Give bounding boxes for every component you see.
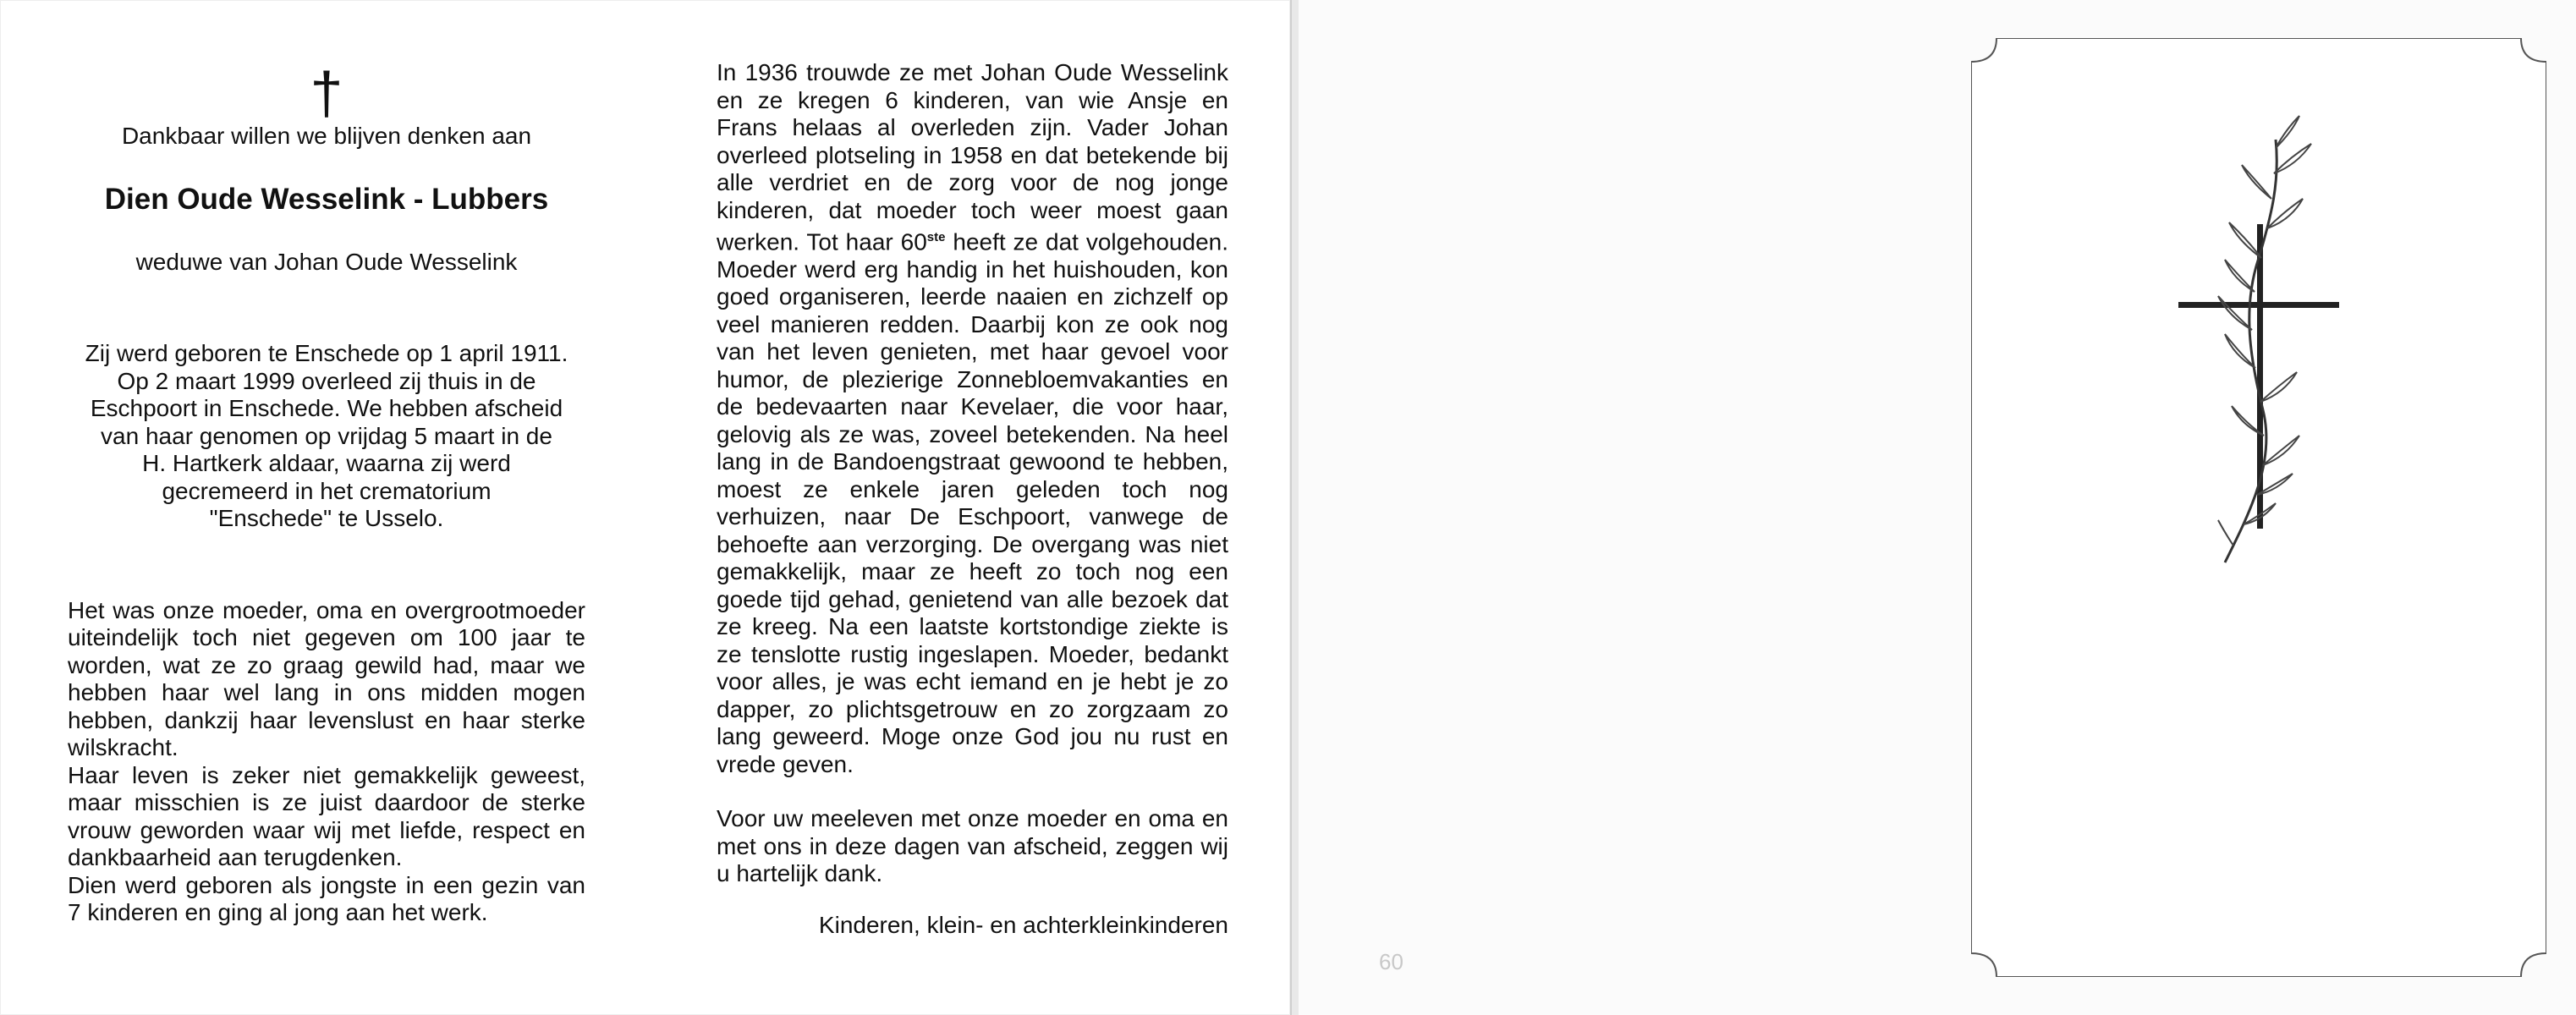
story-paragraph: Dien werd geboren als jongste in een gezin van 7 kinderen en ging al jong aan het werk.: [68, 871, 585, 925]
birth-death-line: H. Hartkerk aldaar, waarna zij werd: [142, 450, 511, 476]
story-paragraph: Het was onze moeder, oma en overgrootmoeder uiteindelijk toch niet gegeven om 100 jaar te worden, wat ze zo graag gewild had, maar we hebben haar wel lang in ons midden mogen hebben, dankzij haar levenslust en haar sterke wilskracht.: [68, 596, 585, 760]
birth-death-line: Eschpoort in Enschede. We hebben afscheid: [90, 395, 563, 421]
widow-line: weduwe van Johan Oude Wesselink: [135, 248, 518, 275]
right-column: [717, 59, 1228, 939]
birth-death-line: van haar genomen op vrijdag 5 maart in de: [101, 422, 552, 449]
story-text: heeft ze dat volgehouden. Moeder werd erg handig in het huishouden, kon goed organiseren, leerde naaien en zichzelf op veel manieren redden. Daarbij kon ze ook nog van het leven genieten, met haar gevoel voor humor, de plezierige Zonnebloemvakanties en de bedevaarten naar Kevelaer, die voor haar, gelovig als ze was, zoveel betekenden. Na heel lang in de Bandoengstraat gewoond te hebben, moest ze enkele jaren geleden toch nog verhuizen, naar De Eschpoort, vanwege de behoefte aan verzorging. De overgang was niet gemakkelijk, maar ze heeft zo toch nog een goede tijd gehad, genietend van alle bezoek dat ze kreeg. Na een laatste kortstondige ziekte is ze tenslotte rustig ingeslapen. Moeder, bedankt voor alles, je was echt iemand en je hebt je zo dapper, zo plichtsgetrouw en zo zorgzaam zo lang geweerd. Moge onze God jou nu rust en vrede geven.: [717, 228, 1228, 777]
birth-death-line: "Enschede" te Usselo.: [209, 505, 444, 531]
deceased-name: Dien Oude Wesselink - Lubbers: [104, 182, 549, 216]
left-column: [68, 60, 585, 927]
signature: Kinderen, klein- en achterkleinkinderen: [818, 911, 1228, 938]
page-number: 60: [1379, 949, 1403, 974]
story-text: In 1936 trouwde ze met Johan Oude Wesselink en ze kregen 6 kinderen, van wie Ansje en Frans helaas al overleden zijn. Vader Johan overleed plotseling in 1958 en dat betekende bij alle verdriet en de zorg voor de nog jonge kinderen, dat moeder toch weer moest gaan werken. Tot haar 60: [717, 59, 1228, 255]
image-frame: [1971, 38, 2546, 977]
birth-death-line: gecremeerd in het crematorium: [162, 477, 492, 504]
story-paragraph: [717, 59, 1228, 778]
birth-death-line: Zij werd geboren te Enschede op 1 april 1911.: [85, 340, 568, 366]
thanks-paragraph: Voor uw meeleven met onze moeder en oma en met ons in deze dagen van afscheid, zeggen wij u hartelijk dank.: [717, 805, 1228, 887]
cross-with-palm-branch-icon: [1971, 38, 2546, 977]
birth-death-line: Op 2 maart 1999 overleed zij thuis in de: [117, 367, 536, 394]
birth-death-block: [68, 340, 585, 533]
ordinal-suffix: ste: [926, 230, 946, 244]
story-paragraph: Haar leven is zeker niet gemakkelijk geweest, maar misschien is ze juist daardoor de sterke vrouw geworden waar wij met liefde, respect en dankbaarheid aan terugdenken.: [68, 761, 585, 870]
cross-icon: †: [310, 60, 343, 126]
intro-line: Dankbaar willen we blijven denken aan: [121, 123, 532, 149]
